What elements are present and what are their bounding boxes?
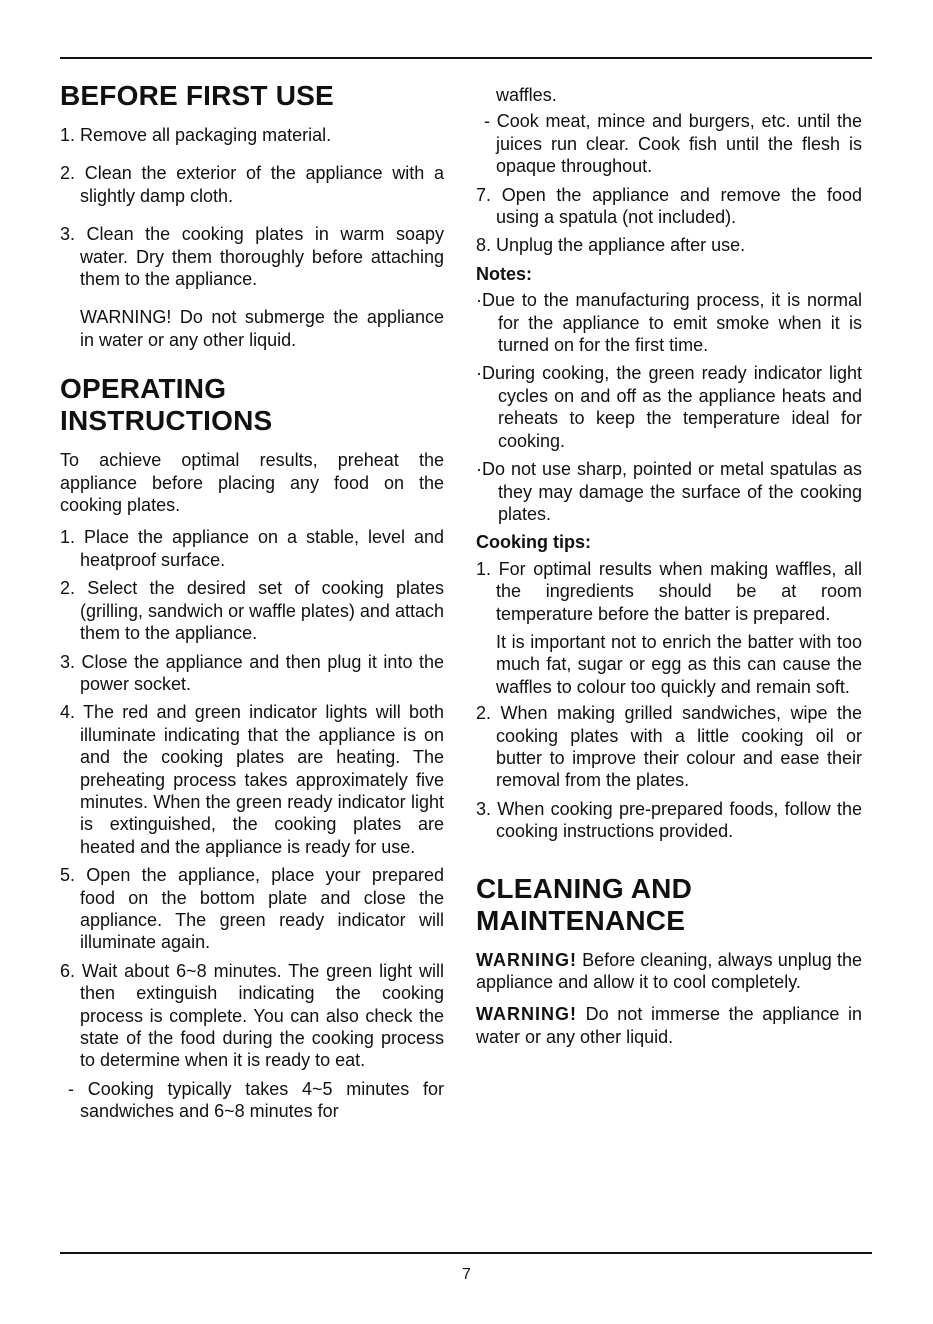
- operating-step-5: 5. Open the appliance, place your prepared food on the bottom plate and close the appliance. The green ready indicator will illuminate again.: [60, 865, 444, 953]
- note-1: ·Due to the manufacturing process, it is normal for the appliance to emit smoke when it is turned on for the first time.: [476, 290, 862, 356]
- operating-step-3: 3. Close the appliance and then plug it into the power socket.: [60, 651, 444, 694]
- operating-step-6: 6. Wait about 6~8 minutes. The green light will then extinguish indicating the cooking process is complete. You can also check the state of the food during the cooking process to determine when it is ready to eat.: [60, 960, 444, 1071]
- before-step-3: 3. Clean the cooking plates in warm soapy water. Dry them thoroughly before attaching them to the appliance.: [60, 224, 444, 290]
- spacer: [476, 849, 862, 873]
- operating-step-2: 2. Select the desired set of cooking plates (grilling, sandwich or waffle plates) and attach them to the appliance.: [60, 578, 444, 644]
- right-column: [476, 84, 862, 1058]
- operating-step-4: 4. The red and green indicator lights will both illuminate indicating that the appliance is on and the cooking plates are heating. The preheating process takes approximately five minutes. When the green ready indicator light is extinguished, the cooking plates are heated and the appliance is ready for use.: [60, 702, 444, 857]
- operating-step-7: 7. Open the appliance and remove the food using a spatula (not included).: [476, 184, 862, 228]
- operating-intro: To achieve optimal results, preheat the appliance before placing any food on the cooking plates.: [60, 450, 444, 516]
- heading-before-first-use: BEFORE FIRST USE: [60, 80, 334, 111]
- tip-2: 2. When making grilled sandwiches, wipe the cooking plates with a little cooking oil or butter to improve their colour and ease their removal from the plates.: [476, 703, 862, 791]
- warning-text: Before cleaning, always unplug the appliance and allow it to cool completely.: [476, 949, 862, 992]
- left-column: [60, 80, 444, 1129]
- operating-step-6-note-continued: waffles.: [496, 85, 557, 105]
- warning-text: Do not immerse the appliance in water or any other liquid.: [476, 1004, 862, 1047]
- before-step-2: 2. Clean the exterior of the appliance with a slightly damp cloth.: [60, 163, 444, 206]
- spacer: [60, 213, 444, 223]
- heading-operating-instructions: OPERATING INSTRUCTIONS: [60, 373, 273, 437]
- operating-step-6-note: - Cooking typically takes 4~5 minutes for sandwiches and 6~8 minutes for: [68, 1078, 444, 1122]
- warning-label: WARNING!: [476, 1004, 577, 1025]
- bottom-rule: [60, 1252, 872, 1254]
- cooking-tips-label: Cooking tips:: [476, 532, 591, 553]
- warning-label: WARNING!: [476, 949, 577, 970]
- spacer: [60, 355, 444, 373]
- note-3: ·Do not use sharp, pointed or metal spatulas as they may damage the surface of the cooking plates.: [476, 459, 862, 524]
- cleaning-warning-2: [476, 1003, 862, 1048]
- operating-step-6-note-2: - Cook meat, mince and burgers, etc. until the juices run clear. Cook fish until the flesh is opaque throughout.: [484, 111, 862, 177]
- tip-1-continued: It is important not to enrich the batter with too much fat, sugar or egg as this can cause the waffles to colour too quickly and remain soft.: [496, 631, 862, 697]
- spacer: [60, 152, 444, 162]
- top-rule: [60, 57, 872, 59]
- cleaning-warning-1: [476, 949, 862, 994]
- operating-step-8: 8. Unplug the appliance after use.: [476, 235, 746, 256]
- note-2: ·During cooking, the green ready indicator light cycles on and off as the appliance heats and reheats to keep the temperature ideal for cooking.: [476, 363, 862, 451]
- page-number: 7: [462, 1266, 471, 1283]
- operating-step-1: 1. Place the appliance on a stable, level and heatproof surface.: [60, 527, 444, 570]
- tip-3: 3. When cooking pre-prepared foods, follow the cooking instructions provided.: [476, 798, 862, 842]
- before-step-1: 1. Remove all packaging material.: [60, 125, 332, 145]
- heading-cleaning-maintenance: CLEANING AND MAINTENANCE: [476, 872, 693, 936]
- tip-1: 1. For optimal results when making waffles, all the ingredients should be at room temperature before the batter is prepared.: [476, 558, 862, 624]
- before-warning: WARNING! Do not submerge the appliance in water or any other liquid.: [80, 307, 444, 350]
- notes-label: Notes:: [476, 263, 533, 284]
- spacer: [60, 296, 444, 306]
